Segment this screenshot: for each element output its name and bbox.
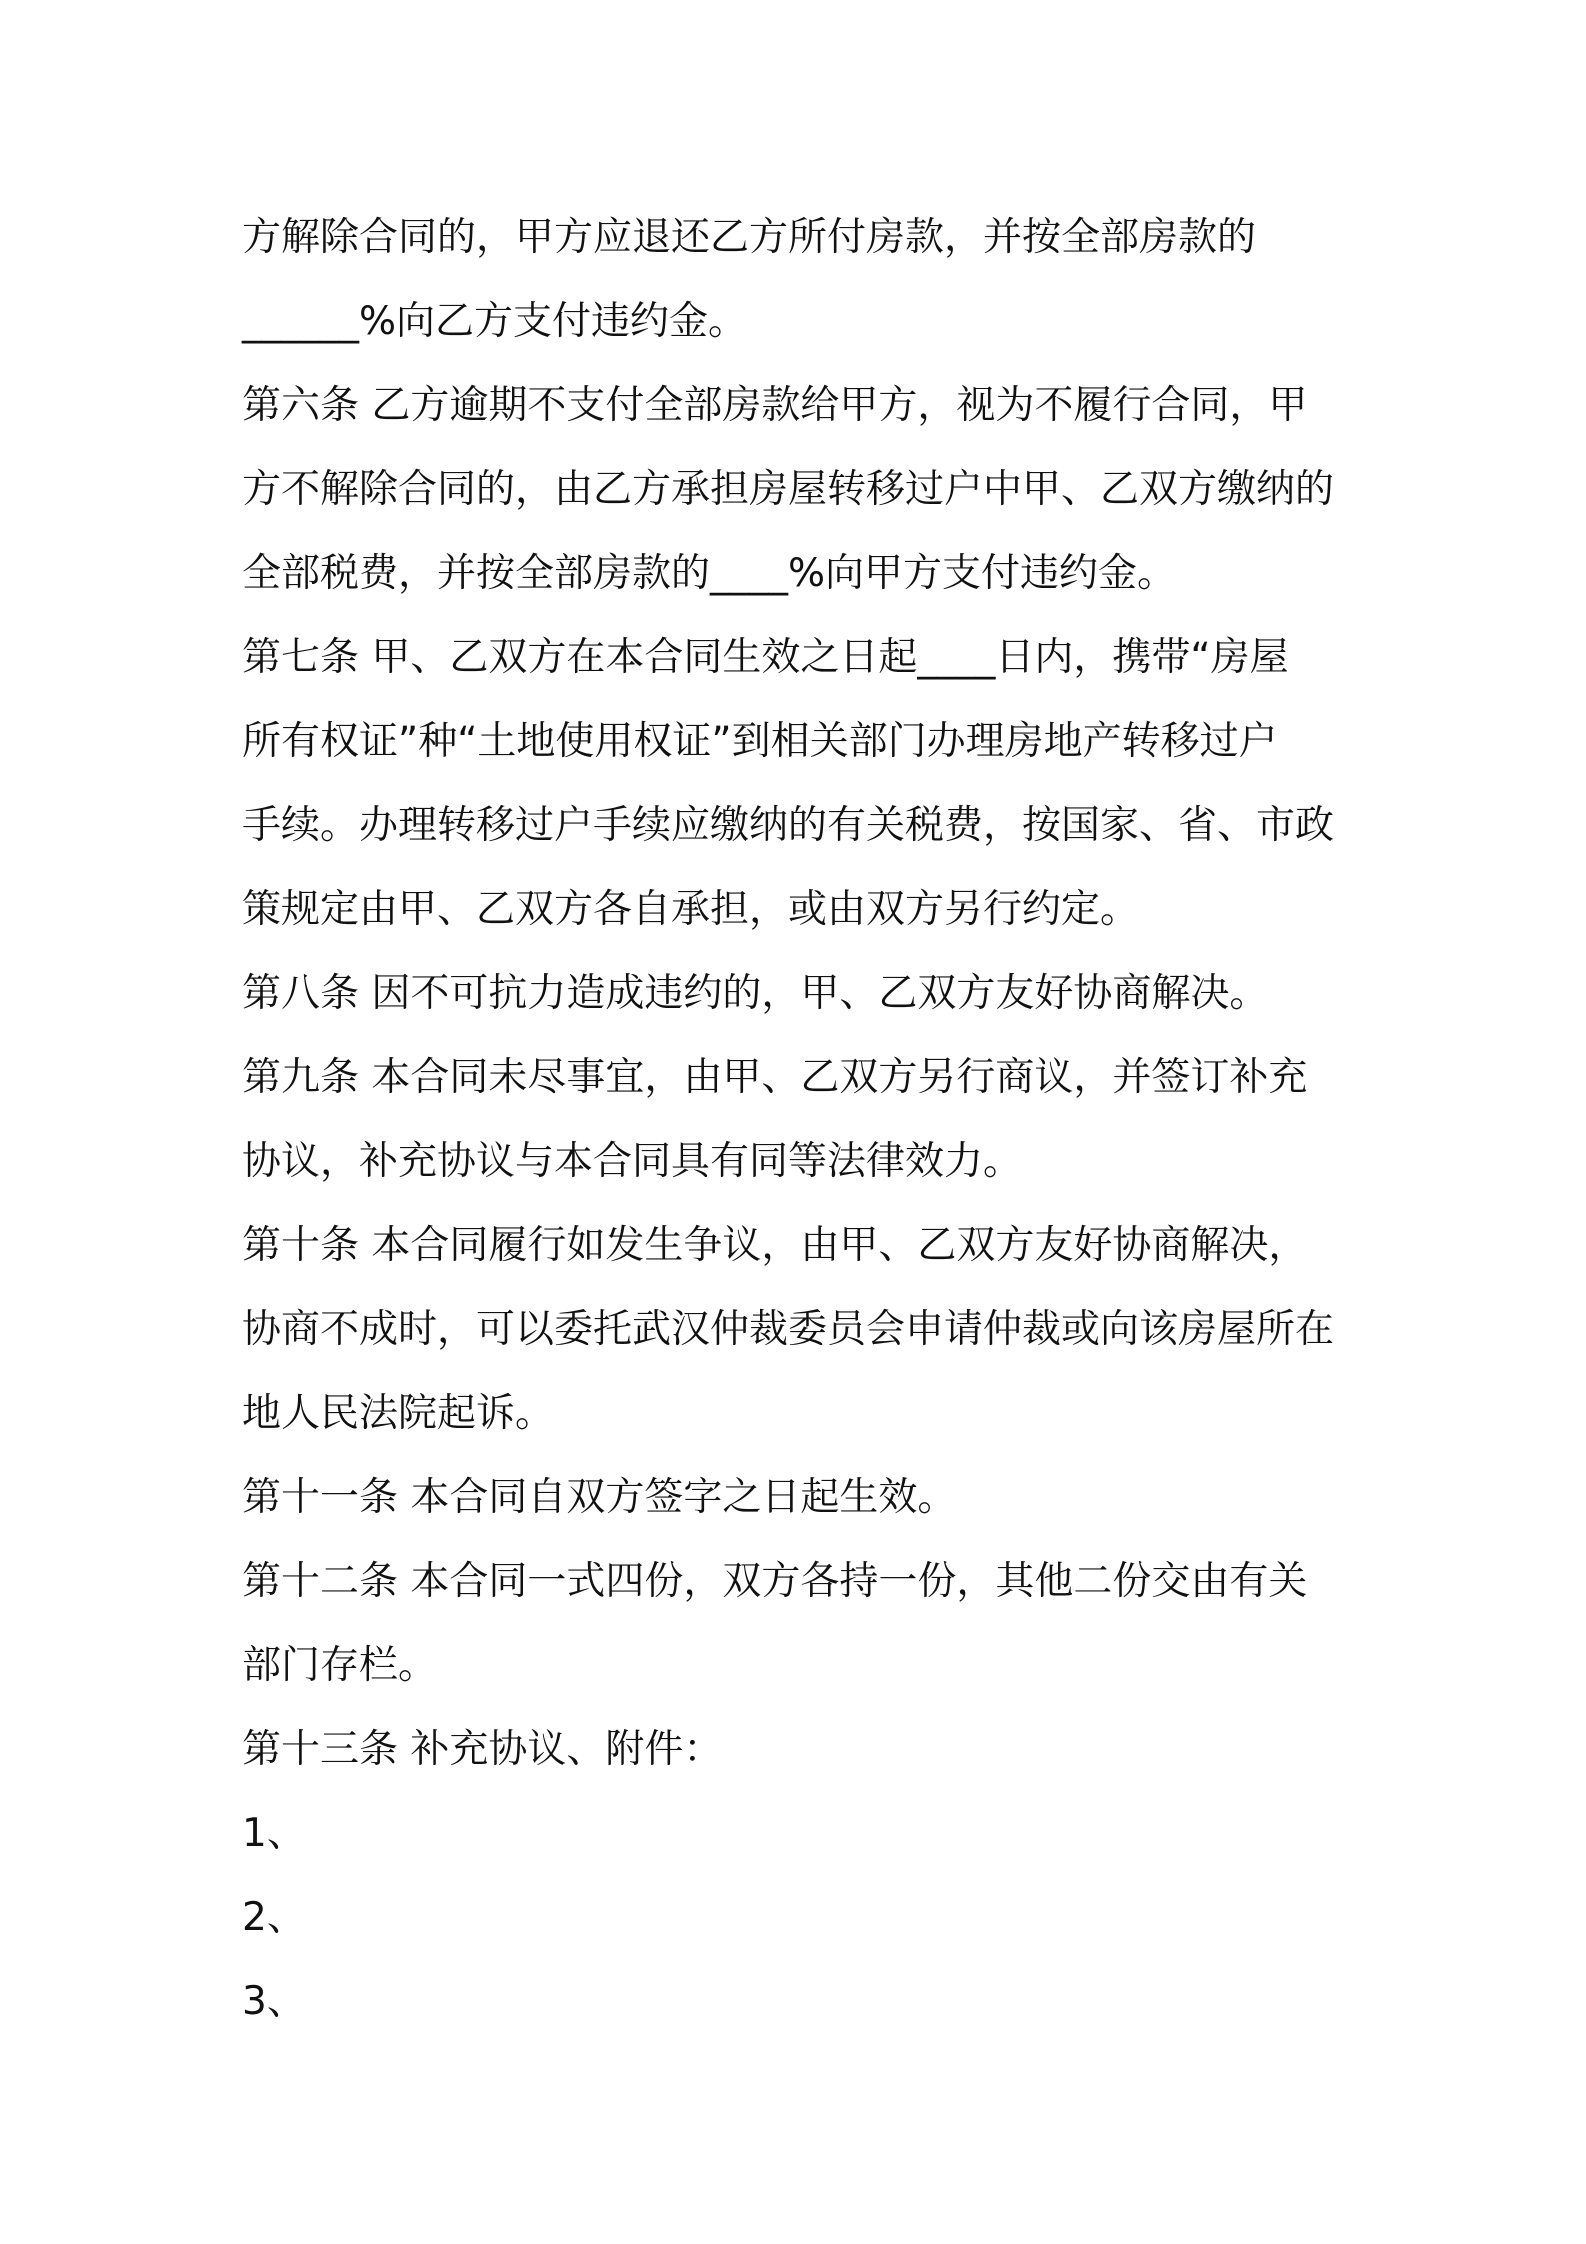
article-10-line-3: 地人民法院起诉。	[242, 1391, 555, 1436]
text-line-1: 方解除合同的，甲方应退还乙方所付房款，并按全部房款的	[242, 215, 1257, 260]
article-13-line-1: 第十三条 补充协议、附件：	[242, 1727, 723, 1772]
article-6-line-1: 第六条 乙方逾期不支付全部房款给甲方，视为不履行合同，甲	[242, 383, 1308, 428]
article-11-line-1: 第十一条 本合同自双方签字之日起生效。	[242, 1475, 957, 1520]
article-7-line-4: 策规定由甲、乙双方各自承担，或由双方另行约定。	[242, 887, 1140, 932]
attachment-item-3: 3、	[242, 1979, 306, 2024]
article-8-line-1: 第八条 因不可抗力造成违约的，甲、乙双方友好协商解决。	[242, 971, 1269, 1016]
attachment-item-2: 2、	[242, 1895, 306, 1940]
article-12-line-1: 第十二条 本合同一式四份，双方各持一份，其他二份交由有关	[242, 1559, 1308, 1604]
attachment-item-1: 1、	[242, 1811, 306, 1856]
article-9-line-2: 协议，补充协议与本合同具有同等法律效力。	[242, 1139, 1023, 1184]
article-7-line-3: 手续。办理转移过户手续应缴纳的有关税费，按国家、省、市政	[242, 803, 1335, 848]
article-7-line-1: 第七条 甲、乙双方在本合同生效之日起____日内，携带“房屋	[242, 635, 1289, 680]
article-6-line-3: 全部税费，并按全部房款的____%向甲方支付违约金。	[242, 551, 1177, 596]
text-line-2: ______%向乙方支付违约金。	[242, 299, 748, 344]
article-10-line-2: 协商不成时，可以委托武汉仲裁委员会申请仲裁或向该房屋所在	[242, 1307, 1335, 1352]
contract-text	[242, 196, 1360, 2044]
article-7-line-2: 所有权证”种“土地使用权证”到相关部门办理房地产转移过户	[242, 719, 1278, 764]
article-6-line-2: 方不解除合同的，由乙方承担房屋转移过户中甲、乙双方缴纳的	[242, 467, 1335, 512]
article-9-line-1: 第九条 本合同未尽事宜，由甲、乙双方另行商议，并签订补充	[242, 1055, 1308, 1100]
article-12-line-2: 部门存栏。	[242, 1643, 438, 1688]
article-10-line-1: 第十条 本合同履行如发生争议，由甲、乙双方友好协商解决，	[242, 1223, 1308, 1268]
